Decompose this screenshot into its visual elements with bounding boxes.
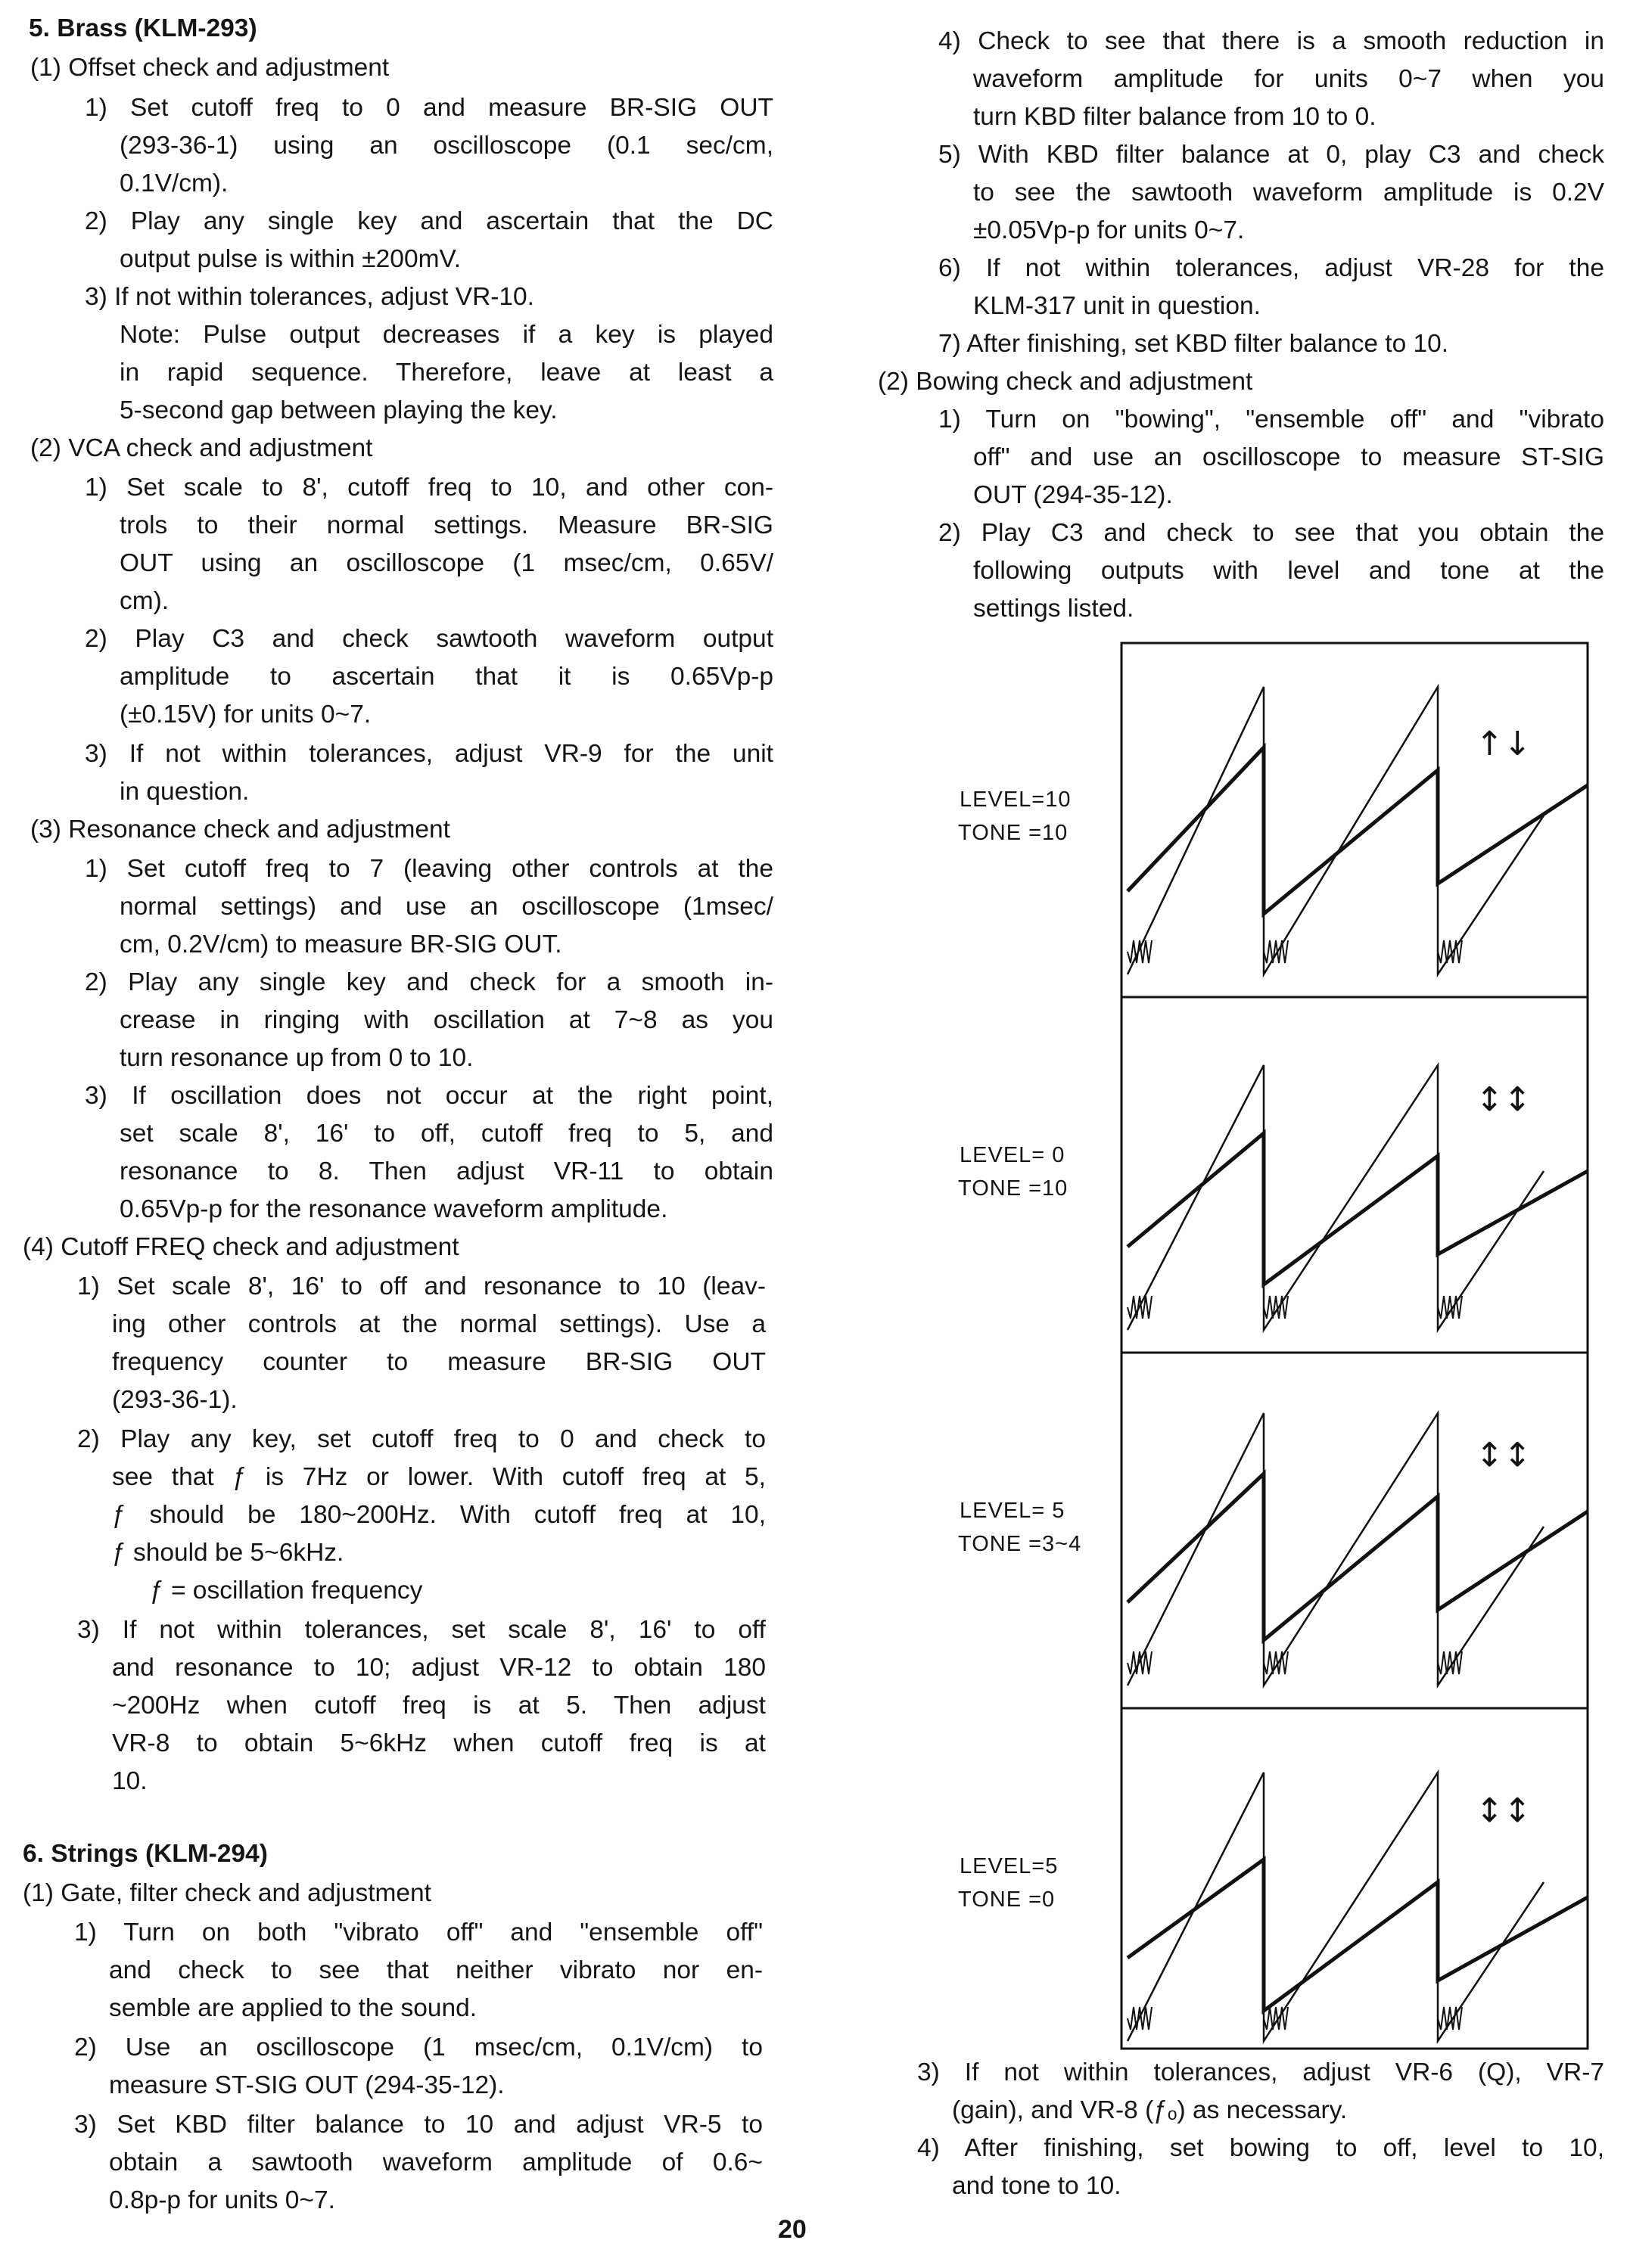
text-line: 1) Set scale to 8', cutoff freq to 10, and other con- [85, 474, 773, 502]
text-line: KLM-317 unit in question. [973, 292, 1261, 320]
scope-level-label: LEVEL=10 [960, 788, 1072, 812]
adjust-arrows-icon: ↕↕ [1476, 1080, 1532, 1119]
scope-tone-label: TONE =10 [958, 821, 1069, 845]
scope-level-label: LEVEL=5 [960, 1854, 1059, 1878]
text-line: 1) Set scale 8', 16' to off and resonance to 10 (leav- [77, 1272, 766, 1300]
text-line: amplitude to ascertain that it is 0.65Vp-p [120, 663, 773, 691]
text-line: 3) If not within tolerances, set scale 8', 16' to off [77, 1616, 766, 1644]
adjust-arrows-icon: ↕↕ [1476, 1791, 1532, 1830]
text-line: 3) Set KBD filter balance to 10 and adjust VR-5 to [74, 2111, 763, 2139]
text-line: 5-second gap between playing the key. [120, 396, 558, 424]
text-line: Note: Pulse output decreases if a key is played [120, 321, 773, 349]
text-line: 1) Turn on both "vibrato off" and "ensemble off" [74, 1918, 763, 1946]
text-line: trols to their normal settings. Measure BR-SIG [120, 511, 773, 539]
text-line: and tone to 10. [952, 2172, 1121, 2200]
text-line: waveform amplitude for units 0~7 when you [973, 65, 1604, 93]
text-line: 4) After finishing, set bowing to off, level to 10, [917, 2134, 1604, 2162]
ringing-squiggle [1264, 940, 1288, 963]
oscilloscope-waveforms-figure [1120, 642, 1589, 2050]
text-line: 4) Check to see that there is a smooth reduction in [938, 27, 1604, 55]
text-line: semble are applied to the sound. [109, 1994, 477, 2022]
text-line: (4) Cutoff FREQ check and adjustment [23, 1233, 459, 1261]
text-line: VR-8 to obtain 5~6kHz when cutoff freq is at [112, 1729, 766, 1757]
text-line: 7) After finishing, set KBD filter balance to 10. [938, 330, 1449, 358]
text-line: measure ST-SIG OUT (294-35-12). [109, 2071, 505, 2099]
scope-tone-label: TONE =0 [958, 1887, 1056, 1912]
text-line: and resonance to 10; adjust VR-12 to obtain 180 [112, 1654, 766, 1682]
text-line: 2) Play any single key and check for a smooth in- [85, 968, 773, 996]
text-line: set scale 8', 16' to off, cutoff freq to 5, and [120, 1120, 773, 1148]
text-line: ƒ should be 180~200Hz. With cutoff freq at 10, [112, 1501, 766, 1529]
text-line: ±0.05Vp-p for units 0~7. [973, 216, 1245, 244]
text-line: cm). [120, 587, 170, 615]
text-line: turn resonance up from 0 to 10. [120, 1044, 474, 1072]
text-line: 0.65Vp-p for the resonance waveform amplitude. [120, 1195, 668, 1223]
thick-waveform-trace [1128, 1474, 1588, 1640]
text-line: 3) If oscillation does not occur at the right point, [85, 1082, 773, 1110]
text-line: 5) With KBD filter balance at 0, play C3 and check [938, 141, 1604, 169]
text-line: in question. [120, 778, 250, 806]
section-heading: 6. Strings (KLM-294) [23, 1840, 268, 1868]
text-line: (1) Offset check and adjustment [30, 54, 390, 82]
text-line: ƒ = oscillation frequency [150, 1577, 423, 1605]
thick-waveform-trace [1128, 1859, 1588, 2011]
text-line: 3) If not within tolerances, adjust VR-9 for the unit [85, 740, 773, 768]
text-line: 0.1V/cm). [120, 169, 229, 197]
text-line: 2) Play any single key and ascertain that the DC [85, 207, 773, 235]
thick-waveform-trace [1128, 1133, 1588, 1285]
text-line: normal settings) and use an oscilloscope (1msec/ [120, 893, 773, 921]
text-line: 3) If not within tolerances, adjust VR-10. [85, 283, 534, 311]
section-heading: 5. Brass (KLM-293) [29, 14, 257, 42]
text-line: 1) Turn on "bowing", "ensemble off" and "vibrato [938, 405, 1604, 433]
text-line: (2) VCA check and adjustment [30, 434, 373, 462]
text-line: see that ƒ is 7Hz or lower. With cutoff freq at 5, [112, 1463, 766, 1491]
text-line: off" and use an oscilloscope to measure ST-SIG [973, 443, 1604, 471]
text-line: settings listed. [973, 595, 1134, 623]
scope-tone-label: TONE =3~4 [958, 1532, 1082, 1556]
text-line: ing other controls at the normal settings). Use a [112, 1310, 766, 1338]
text-line: ~200Hz when cutoff freq is at 5. Then adjust [112, 1692, 766, 1720]
text-line: (293-36-1). [112, 1386, 238, 1414]
text-line: 2) Use an oscilloscope (1 msec/cm, 0.1V/cm) to [74, 2033, 763, 2061]
text-line: (1) Gate, filter check and adjustment [23, 1879, 431, 1907]
text-line: 1) Set cutoff freq to 7 (leaving other controls at the [85, 855, 773, 883]
text-line: 2) Play any key, set cutoff freq to 0 and check to [77, 1425, 766, 1453]
text-line: ƒ should be 5~6kHz. [112, 1539, 344, 1567]
text-line: 0.8p-p for units 0~7. [109, 2186, 335, 2214]
text-line: (3) Resonance check and adjustment [30, 816, 450, 844]
scope-level-label: LEVEL= 0 [960, 1143, 1065, 1167]
text-line: and check to see that neither vibrato nor en- [109, 1956, 763, 1984]
scope-level-label: LEVEL= 5 [960, 1499, 1065, 1523]
text-line: obtain a sawtooth waveform amplitude of 0.6~ [109, 2148, 763, 2176]
scope-tone-label: TONE =10 [958, 1176, 1069, 1201]
text-line: (gain), and VR-8 (ƒₒ) as necessary. [952, 2096, 1348, 2124]
text-line: crease in ringing with oscillation at 7~8 as you [120, 1006, 773, 1034]
text-line: cm, 0.2V/cm) to measure BR-SIG OUT. [120, 931, 562, 958]
page-number: 20 [778, 2215, 807, 2244]
ringing-squiggle [1128, 940, 1152, 963]
adjust-arrows-icon: ↑↓ [1476, 725, 1532, 763]
text-line: 1) Set cutoff freq to 0 and measure BR-SIG OUT [85, 94, 773, 122]
text-line: 3) If not within tolerances, adjust VR-6 (Q), VR-7 [917, 2058, 1604, 2086]
text-line: (2) Bowing check and adjustment [878, 368, 1253, 396]
text-line: to see the sawtooth waveform amplitude is 0.2V [973, 179, 1604, 207]
text-line: 2) Play C3 and check to see that you obtain the [938, 519, 1604, 547]
text-line: turn KBD filter balance from 10 to 0. [973, 103, 1376, 131]
text-line: in rapid sequence. Therefore, leave at least a [120, 359, 773, 387]
text-line: (±0.15V) for units 0~7. [120, 701, 372, 729]
text-line: OUT using an oscilloscope (1 msec/cm, 0.65V/ [120, 549, 773, 577]
text-line: 2) Play C3 and check sawtooth waveform output [85, 625, 773, 653]
adjust-arrows-icon: ↕↕ [1476, 1436, 1532, 1474]
text-line: 6) If not within tolerances, adjust VR-28 for the [938, 254, 1604, 282]
text-line: following outputs with level and tone at the [973, 557, 1604, 585]
text-line: 10. [112, 1767, 148, 1795]
text-line: (293-36-1) using an oscilloscope (0.1 sec/cm, [120, 132, 773, 160]
text-line: output pulse is within ±200mV. [120, 245, 462, 273]
text-line: frequency counter to measure BR-SIG OUT [112, 1348, 766, 1376]
text-line: OUT (294-35-12). [973, 481, 1173, 509]
text-line: resonance to 8. Then adjust VR-11 to obtain [120, 1157, 773, 1185]
